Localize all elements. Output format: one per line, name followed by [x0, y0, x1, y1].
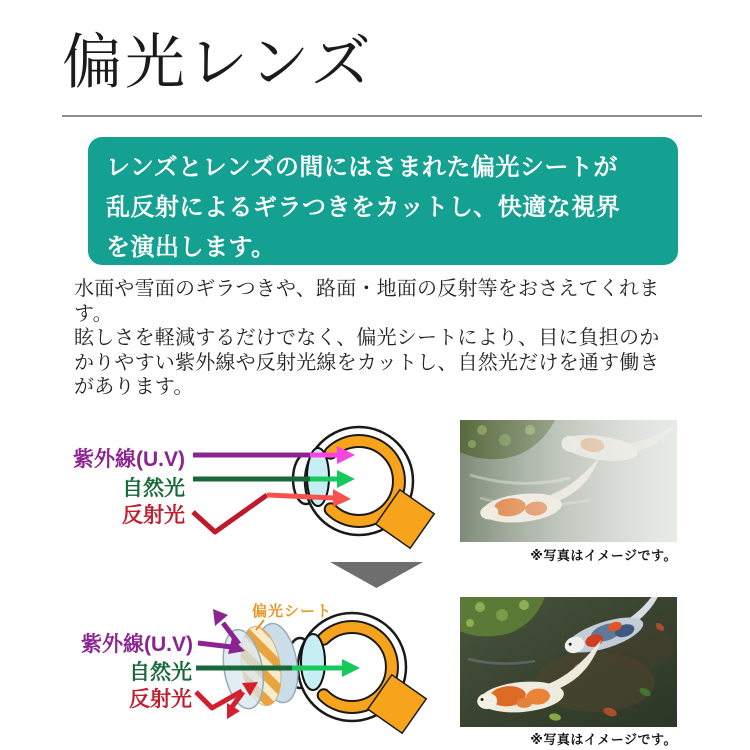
highlight-box [88, 137, 678, 265]
photo-caption: ※写真はイメージです。 [530, 548, 677, 563]
description-line: があります。 [74, 376, 194, 399]
uv-label: 紫外線(U.V) [73, 448, 185, 471]
diagram-eye-with-sheet [60, 595, 440, 750]
natural-light-label: 自然光 [122, 477, 185, 500]
description-line: 眩しさを軽減するだけでなく、偏光シートにより、目に負担のか [74, 327, 660, 350]
eye-illustration [293, 427, 434, 548]
description-line: 水面や雪面のギラつきや、路面・地面の反射等をおさえてくれま [74, 278, 660, 300]
page-title: 偏光レンズ [62, 29, 374, 96]
diagram-eye-without-sheet [60, 415, 440, 565]
reflected-light-label: 反射光 [122, 504, 185, 527]
highlight-line: 乱反射によるギラつきをカットし、快適な視界 [106, 194, 621, 221]
reflected-light-label: 反射光 [129, 688, 192, 711]
uv-label: 紫外線(U.V) [81, 633, 193, 656]
description-line: す。 [74, 302, 113, 325]
natural-light-label: 自然光 [129, 661, 192, 684]
description-text [74, 277, 689, 400]
sheet-label: 偏光シート [252, 603, 333, 620]
highlight-line: を演出します。 [106, 234, 276, 261]
photo-koi-clear [460, 597, 677, 727]
photo-koi-with-glare [460, 420, 677, 542]
photo-caption: ※写真はイメージです。 [530, 732, 677, 747]
transition-arrow-icon [330, 562, 423, 588]
description-line: かりやすい紫外線や反射光線をカットし、自然光だけを通す働き [74, 351, 660, 374]
glare-overlay [460, 420, 677, 542]
highlight-line: レンズとレンズの間にはさまれた偏光シートが [106, 154, 618, 181]
eye-lens [301, 634, 325, 690]
title-divider [62, 115, 702, 117]
eye-illustration [287, 613, 426, 733]
